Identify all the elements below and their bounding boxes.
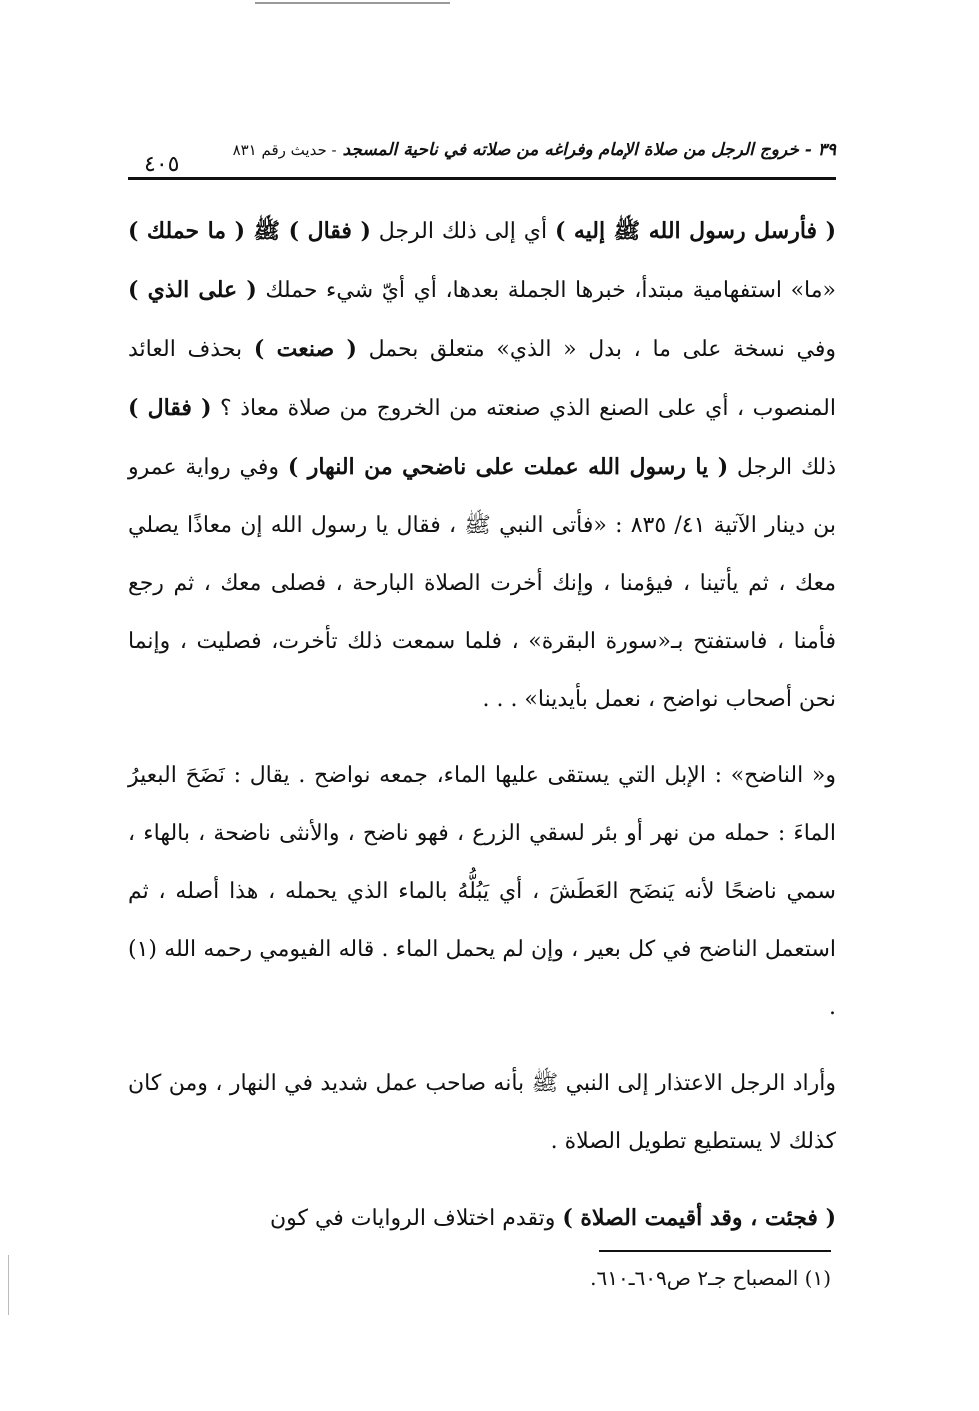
commentary-text: ذلك الرجل	[728, 455, 837, 480]
commentary-text: «ما» استفهامية مبتدأ، خبرها الجملة بعدها، أي أيّ شيء حملك	[256, 278, 836, 303]
quoted-hadith-text: ( يا رسول الله عملت على ناضحي من النهار )	[287, 454, 729, 480]
paragraph-4	[128, 1189, 836, 1248]
commentary-text: و« الناضح» : الإبل التي يستقى عليها الماء، جمعه نواضح . يقال : نَضَحَ البعيرُ الماءَ : حمله من نهر أو بئر لسقي الزرع ، فهو ناضح ، والأنثى ناضحة ، بالهاء ، سمي ناضحًا لأنه يَنضَح العَطَشَ ، أي يَبُلُّهُ بالماء الذي يحمله ، هذا أصله ، ثم استعمل الناضح في كل بعير ، وإن لم يحمل الماء . قاله الفيومي رحمه الله	[128, 763, 836, 962]
commentary-text: وفي رواية عمرو بن دينار الآتية ٤١/ ٨٣٥ : «فأتى النبي ﷺ ، فقال يا رسول الله إن معاذًا يصلي معك ، ثم يأتينا ، فيؤمنا ، وإنك أخرت الصلاة البارحة ، فصلى معك ، ثم رجع فأمنا ، فاستفتح بـ«سورة البقرة» ، فلما سمعت ذلك تأخرت، فصليت ، وإنما نحن أصحاب نواضح ، نعمل بأيدينا» . . .	[128, 455, 837, 712]
commentary-body	[128, 202, 836, 1266]
scan-edge-mark	[8, 1255, 9, 1315]
paragraph-1	[128, 202, 836, 729]
commentary-text: أي إلى ذلك الرجل	[370, 219, 555, 244]
footnote-marker: (١) .	[128, 937, 836, 1020]
paragraph-3	[128, 1055, 836, 1171]
top-edge-rule	[255, 2, 450, 4]
quoted-hadith-text: ( صنعت )	[253, 336, 357, 362]
commentary-text: وفي نسخة على ما ، بدل « الذي» متعلق بحمل	[356, 337, 836, 362]
footnote: (١) المصباح جـ٢ ص٦٠٩ـ٦١٠.	[590, 1266, 831, 1290]
quoted-hadith-text: ( فقال ) ﷺ ( ما حملك )	[128, 218, 371, 244]
running-title	[233, 140, 836, 160]
commentary-text: وأراد الرجل الاعتذار إلى النبي ﷺ بأنه صاحب عمل شديد في النهار ، ومن كان كذلك لا يستطيع تطويل الصلاة .	[128, 1071, 836, 1154]
quoted-hadith-text: ( فجئت ، وقد أقيمت الصلاة )	[562, 1205, 836, 1231]
hadith-reference: - حديث رقم ٨٣١	[232, 141, 337, 159]
chapter-title: ٣٩ - خروج الرجل من صلاة الإمام وفراغه من صلاته في ناحية المسجد	[342, 140, 836, 160]
quoted-hadith-text: ( فقال )	[128, 395, 212, 421]
quoted-hadith-text: ( على الذي )	[128, 277, 257, 303]
footnote-rule	[599, 1250, 831, 1252]
header-rule	[128, 177, 836, 180]
page-number: ٤٠٥	[136, 152, 187, 177]
quoted-hadith-text: ( فأرسل رسول الله ﷺ إليه )	[554, 218, 836, 244]
commentary-text: بحذف العائد المنصوب ، أي على الصنع الذي صنعته من الخروج من صلاة معاذ ؟	[128, 337, 836, 421]
commentary-text: وتقدم اختلاف الروايات في كون	[269, 1206, 563, 1231]
paragraph-2	[128, 747, 836, 1037]
running-header	[128, 138, 836, 188]
